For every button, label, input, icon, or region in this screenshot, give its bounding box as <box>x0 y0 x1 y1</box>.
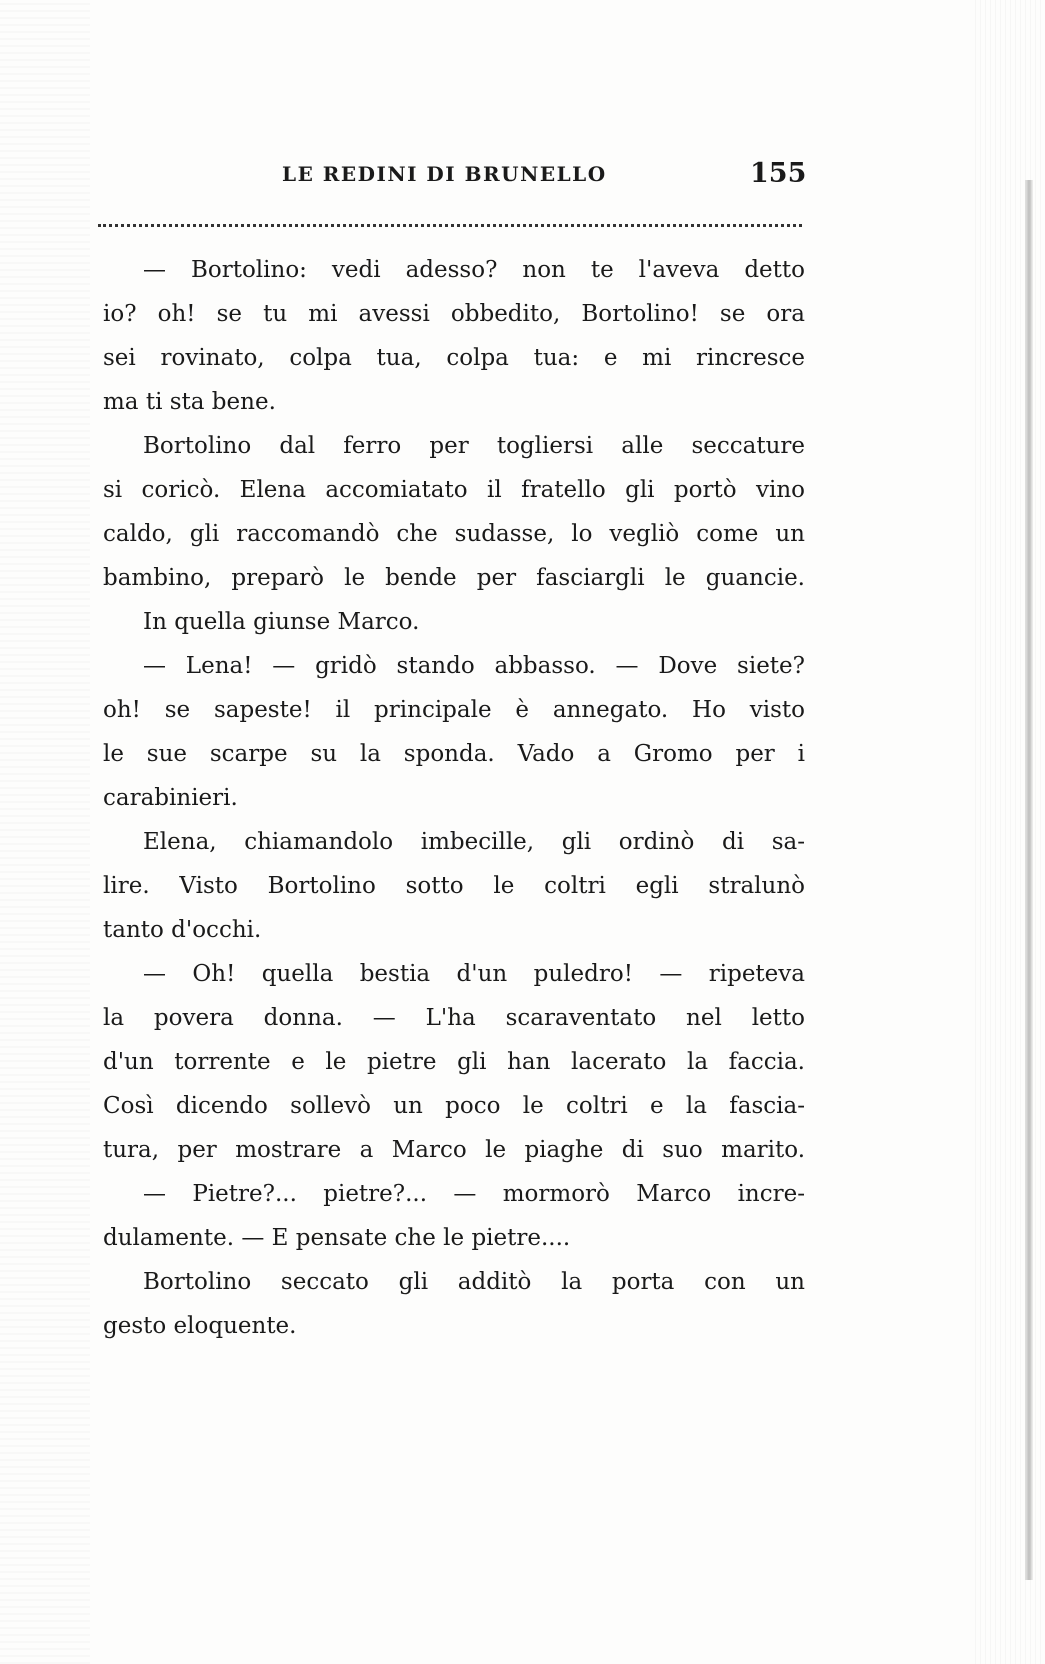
text-line: io? oh! se tu mi avessi obbedito, Bortolino! se ora <box>103 301 805 327</box>
text-line: d'un torrente e le pietre gli han lacerato la faccia. <box>103 1049 805 1075</box>
scan-noise-right <box>975 0 1045 1664</box>
text-line: — Oh! quella bestia d'un puledro! — ripeteva <box>143 961 805 987</box>
text-line: Elena, chiamandolo imbecille, gli ordinò di sa- <box>143 829 805 855</box>
header-rule <box>98 224 802 227</box>
text-line: caldo, gli raccomandò che sudasse, lo vegliò come un <box>103 521 805 547</box>
text-line: le sue scarpe su la sponda. Vado a Gromo per i <box>103 741 805 767</box>
text-line: gesto eloquente. <box>103 1313 297 1339</box>
text-line: In quella giunse Marco. <box>143 609 420 635</box>
text-line: lire. Visto Bortolino sotto le coltri egli stralunò <box>103 873 805 899</box>
text-line: Bortolino dal ferro per togliersi alle seccature <box>143 433 805 459</box>
body-text <box>103 248 805 1348</box>
text-line: carabinieri. <box>103 785 238 811</box>
text-line: sei rovinato, colpa tua, colpa tua: e mi rincresce <box>103 345 805 371</box>
page-number: 155 <box>750 158 807 189</box>
scan-noise-left <box>0 0 90 1664</box>
text-line: la povera donna. — L'ha scaraventato nel letto <box>103 1005 805 1031</box>
text-line: — Bortolino: vedi adesso? non te l'aveva detto <box>143 257 805 283</box>
page-spine-shadow <box>1025 180 1033 1580</box>
text-line: tanto d'occhi. <box>103 917 262 943</box>
text-line: — Lena! — gridò stando abbasso. — Dove siete? <box>143 653 805 679</box>
text-line: — Pietre?... pietre?... — mormorò Marco incre- <box>143 1181 805 1207</box>
page-header <box>100 158 807 198</box>
text-line: si coricò. Elena accomiatato il fratello gli portò vino <box>103 477 805 503</box>
text-line: Così dicendo sollevò un poco le coltri e la fascia- <box>103 1093 805 1119</box>
text-line: Bortolino seccato gli additò la porta con un <box>143 1269 805 1295</box>
running-title: LE REDINI DI BRUNELLO <box>282 162 607 186</box>
text-line: oh! se sapeste! il principale è annegato. Ho visto <box>103 697 805 723</box>
text-line: ma ti sta bene. <box>103 389 276 415</box>
text-line: dulamente. — E pensate che le pietre.... <box>103 1225 571 1251</box>
text-line: bambino, preparò le bende per fasciargli le guancie. <box>103 565 805 591</box>
text-line: tura, per mostrare a Marco le piaghe di suo marito. <box>103 1137 805 1163</box>
